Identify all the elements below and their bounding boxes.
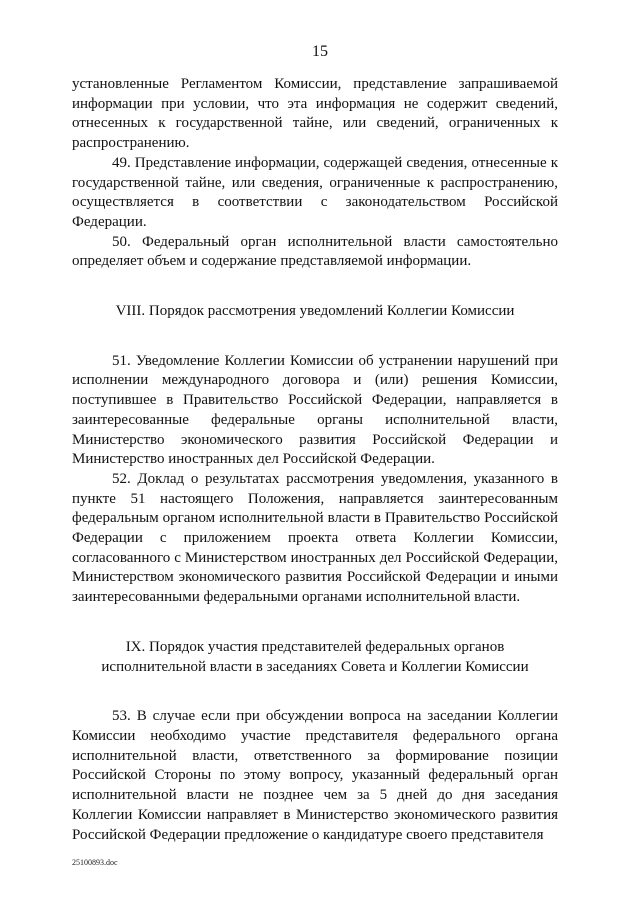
paragraph-52: 52. Доклад о результатах рассмотрения уведомления, указанного в пункте 51 настоящего Положения, направляется заинтересованным федеральным органом исполнительной власти в Правительство Российской Федерации с приложением проекта ответа Коллегии Комиссии, согласованного с Министерством иностранных дел Российской Федерации, Министерством экономического развития Российской Федерации и иными заинтересованными федеральными органами исполнительной власти. <box>72 470 558 606</box>
paragraph-53: 53. В случае если при обсуждении вопроса на заседании Коллегии Комиссии необходимо участие представителя федерального органа исполнительной власти, ответственного за формирование позиции Российской Стороны по этому вопросу, указанный федеральный орган исполнительной власти не позднее чем за 5 дней до дня заседания Коллегии Комиссии направляет в Министерство экономического развития Российской Федерации предложение о кандидатуре своего представителя <box>72 708 558 843</box>
paragraph-51: 51. Уведомление Коллегии Комиссии об устранении нарушений при исполнении международного договора и (или) решения Комиссии, поступившее в Правительство Российской Федерации, направляется в заинтересованные федеральные органы исполнительной власти, Министерство экономического развития Российской Федерации и Министерство иностранных дел Российской Федерации. <box>72 352 558 468</box>
paragraph-49: 49. Представление информации, содержащей сведения, отнесенные к государственной тайне, или сведения, ограниченные к распространению, осуществляется в соответствии с законодательством Российской Федерации. <box>72 154 558 230</box>
section-heading-viii: VIII. Порядок рассмотрения уведомлений Коллегии Комиссии <box>115 303 515 320</box>
page-number: 15 <box>312 43 328 60</box>
section-heading-ix <box>72 638 558 677</box>
paragraph-50: 50. Федеральный орган исполнительной власти самостоятельно определяет объем и содержание представляемой информации. <box>72 233 558 270</box>
footer-file-name: 25100893.doc <box>72 858 118 867</box>
section-heading-ix-line1: IX. Порядок участия представителей федеральных органов <box>125 638 505 655</box>
section-heading-ix-line2: исполнительной власти в заседаниях Совета и Коллегии Комиссии <box>101 658 529 675</box>
paragraph-continuation: установленные Регламентом Комиссии, представление запрашиваемой информации при условии, что эта информация не содержит сведений, отнесенных к государственной тайне, или сведений, ограниченных к распространению. <box>72 76 558 152</box>
document-body <box>72 75 558 845</box>
